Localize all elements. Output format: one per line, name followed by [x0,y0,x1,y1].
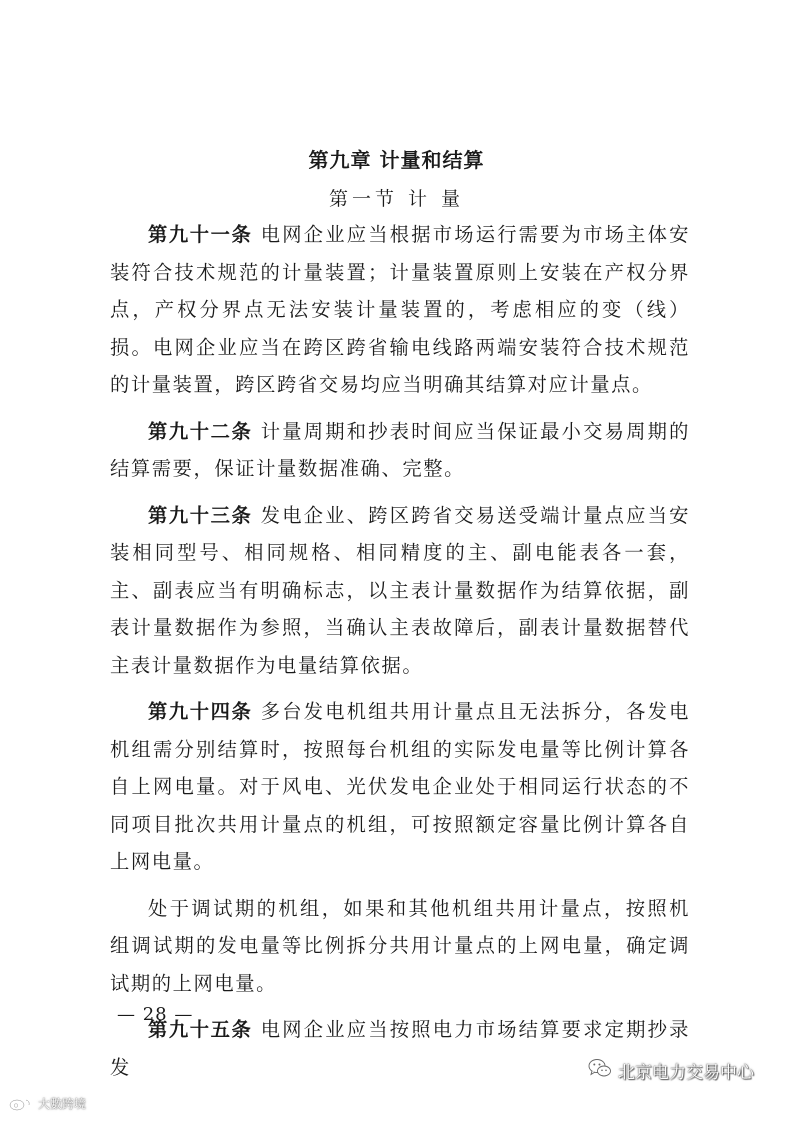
article-text: 电网企业应当根据市场运行需要为市场主体安装符合技术规范的计量装置；计量装置原则上安装在产权分界点，产权分界点无法安装计量装置的，考虑相应的变（线）损。电网企业应当在跨区跨省输电线路两端安装符合技术规范的计量装置，跨区跨省交易均应当明确其结算对应计量点。 [110,223,690,396]
paragraph-article-93 [110,497,690,685]
paragraph-text: 处于调试期的机组，如果和其他机组共用计量点，按照机组调试期的发电量等比例拆分共用计量点的上网电量，确定调试期的上网电量。 [110,896,690,995]
chapter-title: 第九章 计量和结算 [308,148,485,172]
watermark-left-text: 大數跨境 [38,1097,87,1111]
paragraph-article-91 [110,216,690,404]
article-number: 第九十一条 [148,223,253,246]
article-text: 计量周期和抄表时间应当保证最小交易周期的结算需要，保证计量数据准确、完整。 [110,419,690,480]
weibo-watermark [8,1095,86,1112]
paragraph-article-92 [110,413,690,488]
article-number: 第九十二条 [148,419,253,443]
article-text: 发电企业、跨区跨省交易送受端计量点应当安装相同型号、相同规格、相同精度的主、副电能表各一套，主、副表应当有明确标志，以主表计量数据作为结算依据，副表计量数据作为参照，当确认主表故障后，副表计量数据替代主表计量数据作为电量结算依据。 [110,503,690,677]
weibo-icon [8,1097,34,1111]
section-title: 第一节 计 量 [328,188,465,210]
article-number: 第九十三条 [148,503,253,527]
article-number: 第九十四条 [148,700,253,723]
paragraph-article-94 [110,693,690,881]
article-number: 第九十五条 [148,1018,253,1041]
wechat-icon [588,1058,612,1083]
paragraph-debug-period [110,890,690,1003]
article-text: 多台发电机组共用计量点且无法拆分，各发电机组需分别结算时，按照每台机组的实际发电量等比例计算各自上网电量。对于风电、光伏发电企业处于相同运行状态的不同项目批次共用计量点的机组，可按照额定容量比例计算各自上网电量。 [110,700,690,873]
watermark-right-text: 北京电力交易中心 [618,1063,754,1083]
page-number: — 28 — [117,1004,194,1025]
body-text [110,216,690,1095]
wechat-watermark [588,1058,754,1083]
article-text: 电网企业应当按照电力市场结算要求定期抄录发 [110,1018,690,1079]
